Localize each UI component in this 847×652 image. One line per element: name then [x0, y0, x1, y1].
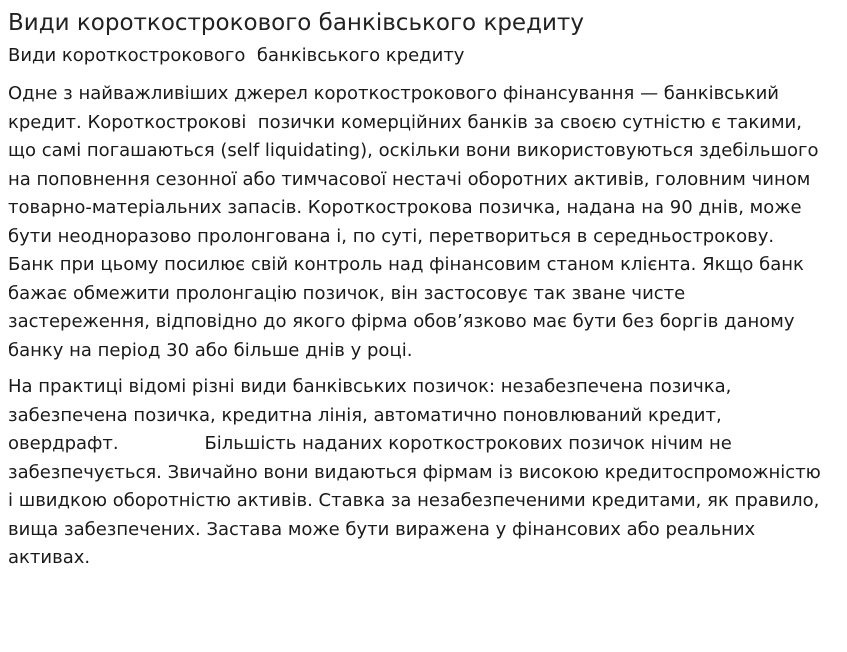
paragraph-2: На практиці відомі різні види банківських позичок: незабезпечена позичка, забезпечена позичка, кредитна лінія, автоматично поновлюваний кредит, овердрафт. Більшість наданих короткострокових позичок нічим не забезпечується. Звичайно вони видаються фірмам із високою кредитоспроможністю і швидкою оборотністю активів. Ставка за незабезпеченими кредитами, як правило, вища забезпечених. Застава може бути виражена у фінансових або реальних активах. — [8, 376, 827, 568]
page-title: Види короткострокового банківського кредиту — [8, 10, 584, 36]
page-subtitle: Види короткострокового банківського кредиту — [8, 45, 465, 66]
paragraph-1: Одне з найважливіших джерел короткострокового фінансування — банківський кредит. Короткострокові позички комерційних банків за своєю сутністю є такими, що самі погашаються (self liquidating), оскільки вони використовуються здебільшого на поповнення сезонної або тимчасової нестачі оборотних активів, головним чином товарно-матеріальних запасів. Короткострокова позичка, надана на 90 днів, може бути неодноразово пролонгована і, по суті, перетвориться в середньострокову. Банк при цьому посилює свій контроль над фінансовим станом клієнта. Якщо банк бажає обмежити пролонгацію позичок, він застосовує так зване чисте застереження, відповідно до якого фірма обов’язково має бути без боргів даному банку на період 30 або більше днів у році. — [8, 83, 825, 361]
